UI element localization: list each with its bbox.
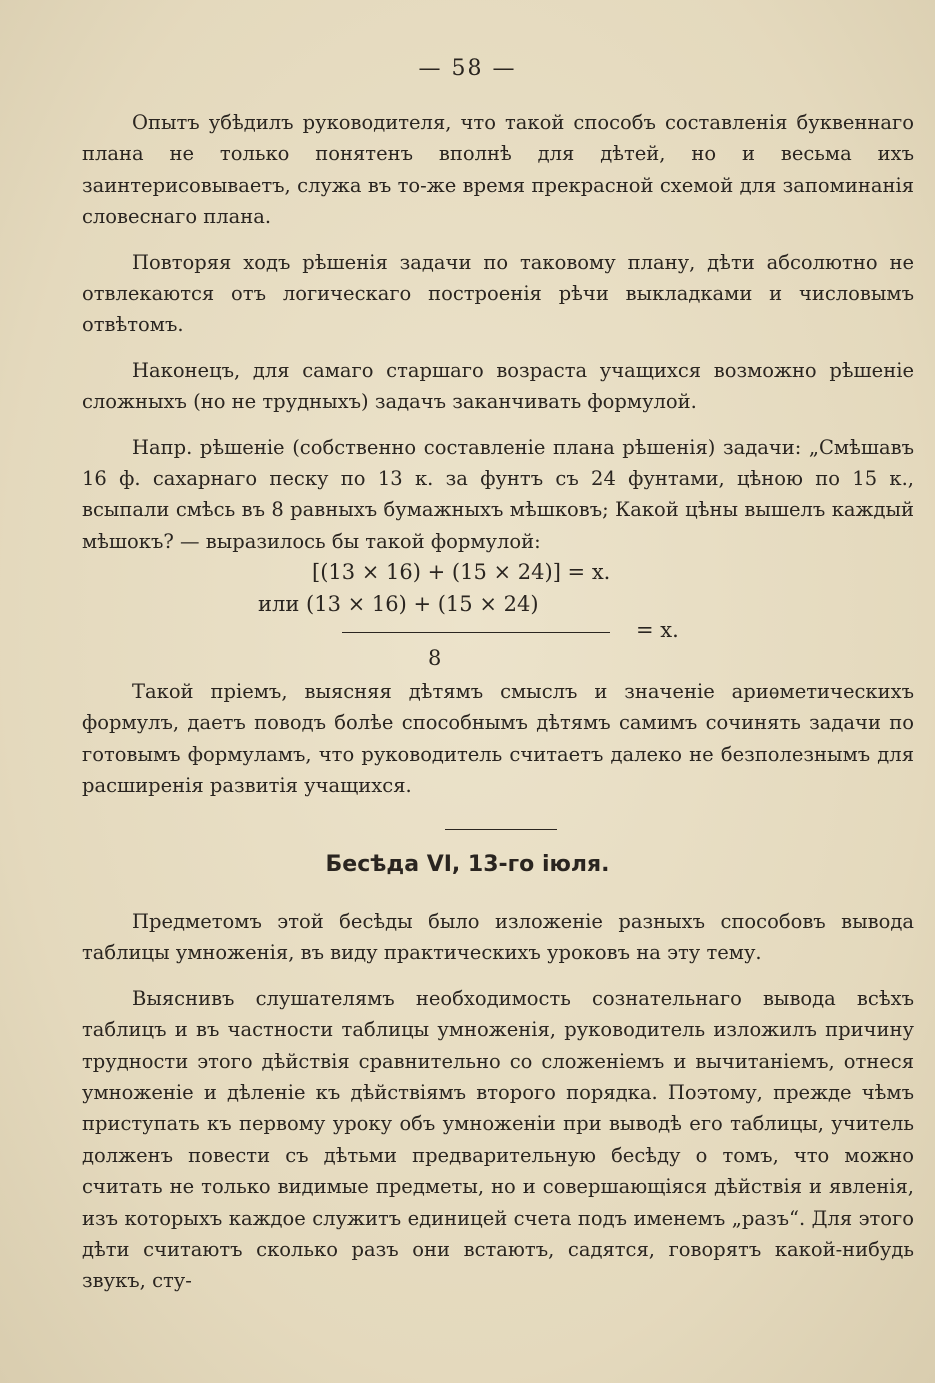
paragraph: Выяснивъ слушателямъ необходимость сознательнаго вывода всѣхъ таблицъ и въ частности таблицы умноженія, руководитель изложилъ причину трудности этого дѣйствія сравнительно со сложеніемъ и вычитаніемъ, отнеся умноженіе и дѣленіе къ дѣйствіямъ второго порядка. Поэтому, прежде чѣмъ приступать къ первому уроку объ умноженіи при выводѣ его таблицы, учитель долженъ повести съ дѣтьми предварительную бесѣду о томъ, что можно считать не только видимые предметы, но и совершающіяся дѣйствія и явленія, изъ которыхъ каждое служитъ единицей счета подъ именемъ „разъ“. Для этого дѣти считаютъ сколько разъ они встаютъ, садятся, говорятъ какой-нибудь звукъ, сту-: [82, 986, 914, 1293]
section-heading: Бесѣда VI, 13-го іюля.: [325, 852, 610, 877]
paragraph: Такой пріемъ, выясняя дѣтямъ смыслъ и значеніе ариѳметическихъ формулъ, даетъ поводъ болѣе способнымъ дѣтямъ самимъ сочинять задачи по готовымъ формуламъ, что руководитель считаетъ далеко не безполезнымъ для расширенія развитія учащихся.: [82, 680, 914, 798]
section-divider: [445, 829, 557, 830]
formula-line-1: [(13 × 16) + (15 × 24)] = x.: [312, 560, 611, 584]
text-block-top: [82, 107, 914, 557]
paragraph: Наконецъ, для самаго старшаго возраста учащихся возможно рѣшеніе сложныхъ (но не трудныхъ) задачъ заканчивать формулой.: [82, 358, 914, 414]
formula-denominator: 8: [428, 646, 442, 670]
fraction-bar: [342, 632, 610, 633]
text-block-bottom: [82, 906, 914, 1297]
paragraph: Напр. рѣшеніе (собственно составленіе плана рѣшенія) задачи: „Смѣшавъ 16 ф. сахарнаго песку по 13 к. за фунтъ съ 24 фунтами, цѣною по 15 к., всыпали смѣсь въ 8 равныхъ бумажныхъ мѣшковъ; Какой цѣны вышелъ каждый мѣшокъ? — выразилось бы такой формулой:: [82, 435, 914, 553]
formula-equals-x: = x.: [636, 618, 679, 642]
paragraph: Предметомъ этой бесѣды было изложеніе разныхъ способовъ вывода таблицы умноженія, въ виду практическихъ уроковъ на эту тему.: [82, 910, 914, 965]
paragraph: Опытъ убѣдилъ руководителя, что такой способъ составленія буквеннаго плана не только понятенъ вполнѣ для дѣтей, но и весьма ихъ заинтерисовываетъ, служа въ то-же время прекрасной схемой для запоминанія словеснаго плана.: [82, 111, 914, 229]
text-block-middle: [82, 676, 914, 802]
formula-line-2: или (13 × 16) + (15 × 24): [258, 592, 539, 616]
page-number: — 58 —: [418, 56, 517, 81]
paragraph: Повторяя ходъ рѣшенія задачи по таковому плану, дѣти абсолютно не отвлекаются отъ логическаго построенія рѣчи выкладками и числовымъ отвѣтомъ.: [82, 250, 914, 337]
